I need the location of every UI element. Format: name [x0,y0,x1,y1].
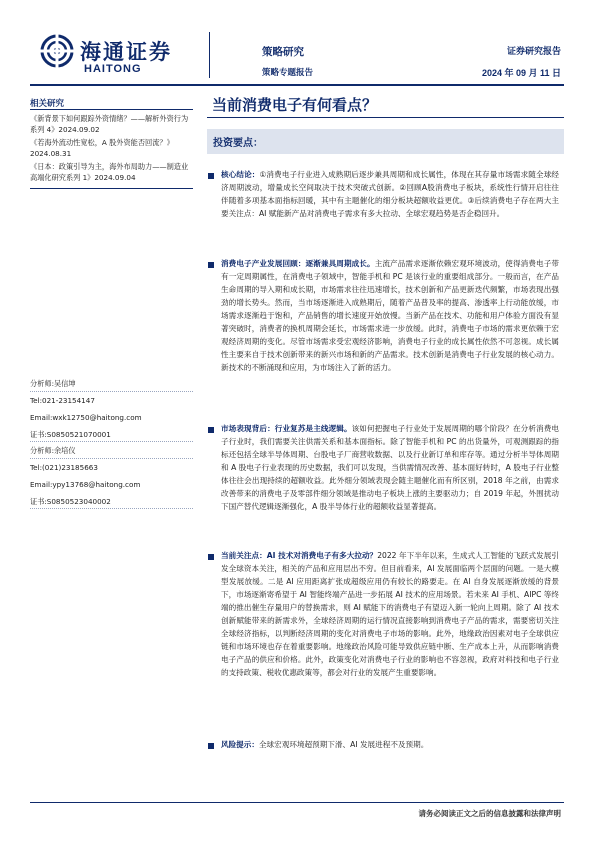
sidebar-rule [30,188,193,189]
footer-rule [30,802,564,803]
related-research-heading: 相关研究 [30,99,65,109]
report-type: 策略研究 [262,46,304,58]
title-rule [207,117,564,118]
square-bullet-icon [208,743,214,749]
square-bullet-icon [208,173,214,179]
analyst-email[interactable]: Email:ypy13768@haitong.com [30,480,141,489]
sidebar-divider [30,441,193,442]
analyst-email[interactable]: Email:wxk12750@haitong.com [30,413,142,422]
point-lead: 当前关注点：AI 技术对消费电子有多大拉动？ [221,551,378,560]
related-research-item[interactable]: 《日本：政策引导为主，海外布局助力——制造业高端化研究系列 1》2024.09.04 [30,162,189,182]
key-point [221,549,559,679]
key-point [221,422,559,513]
report-subtype: 策略专题报告 [262,68,314,78]
point-body: 主流产品需求逐渐依赖宏观环境波动，使得消费电子带有一定周期属性，在消费电子领域中，智能手机和 PC 是该行业的重要组成部分。一般而言，在产品生命周期的导入期和成长期，市场需求往往迅速增长，技术创新和产品更新迭代频繁，市场表现出强劲的增长势头。然而，当市场逐渐进入成熟期后，随着产品普及率的提高、渗透率上行动能放缓，市场需求逐渐趋于饱和，产品销售的增长速度开始放慢。当新产品在技术、功能和用户体验方面没有显著突破时，消费者的换机周期会延长，市场需求进一步放缓。此时，消费电子市场的需求更依赖于宏观经济周期的变化。尽管市场需求受宏观经济影响，消费电子行业的成长属性依然不可忽视。成长属性主要来自于技术创新带来的新兴市场和新的产品需求。技术创新是消费电子行业发展的核心动力。新技术的不断涌现和应用，为市场注入了新的活力。 [221,259,560,372]
footer-disclaimer: 请务必阅读正文之后的信息披露和法律声明 [418,809,561,818]
analyst-tel: Tel:(021)23185663 [30,463,98,472]
analyst-name: 分析师:余培仪 [30,446,76,455]
point-lead: 风险提示： [221,740,259,749]
key-point [221,738,559,751]
related-research-item[interactable]: 《新背景下如何跟踪外资情绪？——解析外资行为系列 4》2024.09.02 [30,114,189,134]
logo-chinese: 海通证券 [80,39,172,64]
header-divider [209,32,210,78]
related-research-item[interactable]: 《若海外流动性宽松，A 股外资能否回流？》2024.08.31 [30,138,174,158]
point-body: 2022 年下半年以来，生成式人工智能的飞跃式发展引发全球资本关注，相关的产品和应用层出不穷。但目前看来，AI 发展面临两个层面的问题。一是大模型发展放缓。二是 AI 应用距离扩张成超级应用仍有较长的路要走。在 AI 自身发展逐渐放缓的背景下，市场逐渐寄希望于 AI 智能终端产品进一步拓展 AI 技术的应用场景。若未来 AI 手机、AIPC 等终端的推出催生存量用户的替换需求，则 AI 赋能下的消费电子有望迈入新一轮向上周期。除了 AI 技术创新赋能带来的新需求外，全球经济周期的运行情况直接影响到消费电子产品的需求，需要密切关注全球经济指标，以判断经济周期的变化对消费电子市场的影响。此外，地缘政治因素对电子全球供应链和市场环境也存在着重要影响。地缘政治风险可能导致供应链中断、生产成本上升，从而影响消费电子产品的供应和价格。此外，政策变化对消费电子行业的影响也不容忽视，政府对科技和电子行业的支持政策、税收优惠政策等，都会对行业的发展产生重要影响。 [221,551,559,677]
section-label: 投资要点： [213,138,263,149]
point-body: 全球宏观环境超预期下滑、AI 发展进程不及预期。 [258,740,429,749]
square-bullet-icon [208,262,214,268]
analyst-cert: 证书:S0850523040002 [30,497,111,506]
sidebar-rule [30,109,193,110]
square-bullet-icon [208,554,214,560]
point-lead: 市场表现背后：行业复苏是主线逻辑。 [221,424,352,433]
haitong-logo-icon [40,34,74,68]
page-title: 当前消费电子有何看点？ [212,96,378,114]
report-date: 2024 年 09 月 11 日 [481,68,561,78]
analyst-name: 分析师:吴信坤 [30,379,76,388]
point-lead: 核心结论： [221,170,260,179]
key-point [221,168,559,220]
sidebar-divider [30,458,193,459]
report-kind: 证券研究报告 [506,47,561,57]
point-body: ①消费电子行业进入成熟期后逐步兼具周期和成长属性，体现在其存量市场需求随全球经济周期波动，增量成长空间取决于技术突破式创新。②回顾A股消费电子板块，系统性行情开启往往伴随着多项基本面指标回暖，其中有主题催化的细分板块超额收益更优。③后续消费电子存在两大主要关注点：AI 赋能新产品对消费电子需求有多大拉动、全球宏观趋势是否企稳回升。 [221,170,559,218]
header-rule [30,84,564,86]
square-bullet-icon [208,427,214,433]
analyst-cert: 证书:S0850521070001 [30,430,111,439]
point-body: 该如何把握电子行业处于发展周期的哪个阶段？在分析消费电子行业时，我们需要关注供需关系和基本面指标。除了智能手机和 PC 的出货量外，可观测跟踪的指标还包括全球半导体周期、台股电子厂商营收数据、以及行业新订单和库存等。通过分析半导体周期和 A 股电子行业表现的历史数据，我们可以发现，当供需情况改善、基本面好转时，A 股电子行业整体往往会出现持续的超额收益。此外细分领域表现会随主题催化而有所区别，2018 年之前，由需求改善带来的消费电子及零部件细分领域是推动电子板块上涨的主要驱动力；自 2019 年起，外围扰动下国产替代逻辑逐渐强化，A 股半导体行业的超额收益显著提高。 [221,424,559,511]
point-lead: 消费电子产业发展回顾：逐渐兼具周期成长。 [221,259,375,268]
key-point [221,257,559,374]
analyst-tel: Tel:021-23154147 [30,396,95,405]
logo-english: HAITONG [84,63,142,75]
sidebar-divider [30,391,193,392]
sidebar-divider [30,508,193,509]
